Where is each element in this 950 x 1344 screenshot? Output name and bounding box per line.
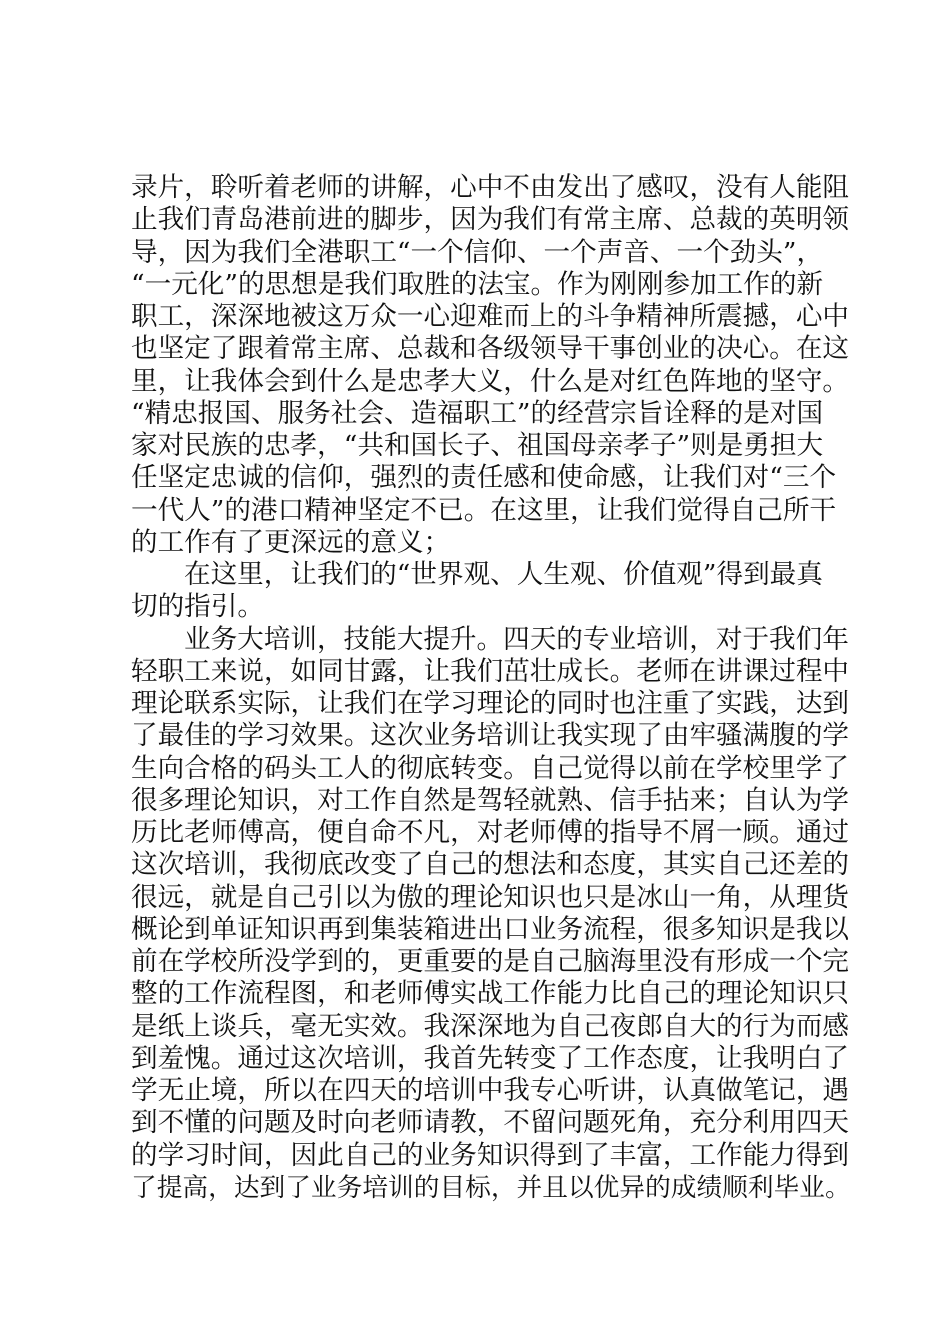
paragraph bbox=[131, 172, 851, 559]
text-line: 里，让我体会到什么是忠孝大义，什么是对红色阵地的坚守。 bbox=[131, 365, 850, 397]
paragraph bbox=[131, 624, 851, 1205]
paragraph bbox=[131, 559, 851, 624]
text-line: 职工，深深地被这万众一心迎难而上的斗争精神所震撼，心中 bbox=[131, 301, 850, 332]
text-line: 历比老师傅高，便自命不凡，对老师傅的指导不屑一顾。通过 bbox=[131, 817, 850, 848]
text-line: 整的工作流程图，和老师傅实战工作能力比自己的理论知识只 bbox=[131, 978, 850, 1010]
text-line: 止我们青岛港前进的脚步，因为我们有常主席、总裁的英明领 bbox=[131, 204, 850, 236]
text-line: 生向合格的码头工人的彻底转变。自己觉得以前在学校里学了 bbox=[131, 752, 850, 784]
text-line: 到不懂的问题及时向老师请教，不留问题死角，充分利用四天 bbox=[131, 1107, 850, 1139]
text-line: 轻职工来说，如同甘露，让我们茁壮成长。老师在讲课过程中 bbox=[131, 655, 850, 687]
text-line: 理论联系实际，让我们在学习理论的同时也注重了实践，达到 bbox=[131, 688, 850, 719]
text-line: “一元化”的思想是我们取胜的法宝。作为刚刚参加工作的新 bbox=[131, 268, 824, 300]
text-line: 很远，就是自己引以为傲的理论知识也只是冰山一角，从理货 bbox=[131, 881, 850, 913]
text-line: 任坚定忠诚的信仰，强烈的责任感和使命感，让我们对“三个 bbox=[131, 462, 837, 494]
text-line: 很多理论知识，对工作自然是驾轻就熟、信手拈来；自认为学 bbox=[131, 784, 850, 816]
text-line: 了最佳的学习效果。这次业务培训让我实现了由牢骚满腹的学 bbox=[131, 720, 850, 752]
text-line: 到羞愧。通过这次培训，我首先转变了工作态度，让我明白了 bbox=[131, 1042, 850, 1074]
document-body bbox=[131, 172, 851, 1204]
text-line: 也坚定了跟着常主席、总裁和各级领导干事创业的决心。在这 bbox=[131, 333, 850, 365]
text-line: 录片，聆听着老师的讲解，心中不由发出了感叹，没有人能阻 bbox=[131, 172, 850, 203]
text-line: 在这里，让我们的“世界观、人生观、价值观”得到最真 bbox=[184, 559, 823, 590]
text-line: 的工作有了更深远的意义； bbox=[131, 526, 451, 558]
text-line: 是纸上谈兵，毫无实效。我深深地为自己夜郎自大的行为而感 bbox=[131, 1010, 850, 1042]
text-line: 学无止境，所以在四天的培训中我专心听讲，认真做笔记，遇 bbox=[131, 1075, 850, 1106]
text-line: 导，因为我们全港职工“一个信仰、一个声音、一个劲头”， bbox=[131, 236, 824, 268]
text-line: “精忠报国、服务社会、造福职工”的经营宗旨诠释的是对国 bbox=[131, 397, 824, 429]
text-line: 的学习时间，因此自己的业务知识得到了丰富，工作能力得到 bbox=[131, 1139, 850, 1171]
text-line: 概论到单证知识再到集装箱进出口业务流程，很多知识是我以 bbox=[131, 913, 850, 945]
text-line: 这次培训，我彻底改变了自己的想法和态度，其实自己还差的 bbox=[131, 849, 850, 881]
text-line: 前在学校所没学到的，更重要的是自己脑海里没有形成一个完 bbox=[131, 946, 850, 977]
text-line: 业务大培训，技能大提升。四天的专业培训，对于我们年 bbox=[184, 623, 849, 655]
text-line: 切的指引。 bbox=[131, 591, 264, 623]
text-line: 家对民族的忠孝，“共和国长子、祖国母亲孝子”则是勇担大 bbox=[131, 430, 824, 461]
text-line: 一代人”的港口精神坚定不已。在这里，让我们觉得自己所干 bbox=[131, 494, 837, 526]
text-line: 了提高，达到了业务培训的目标，并且以优异的成绩顺利毕业。 bbox=[131, 1172, 851, 1203]
